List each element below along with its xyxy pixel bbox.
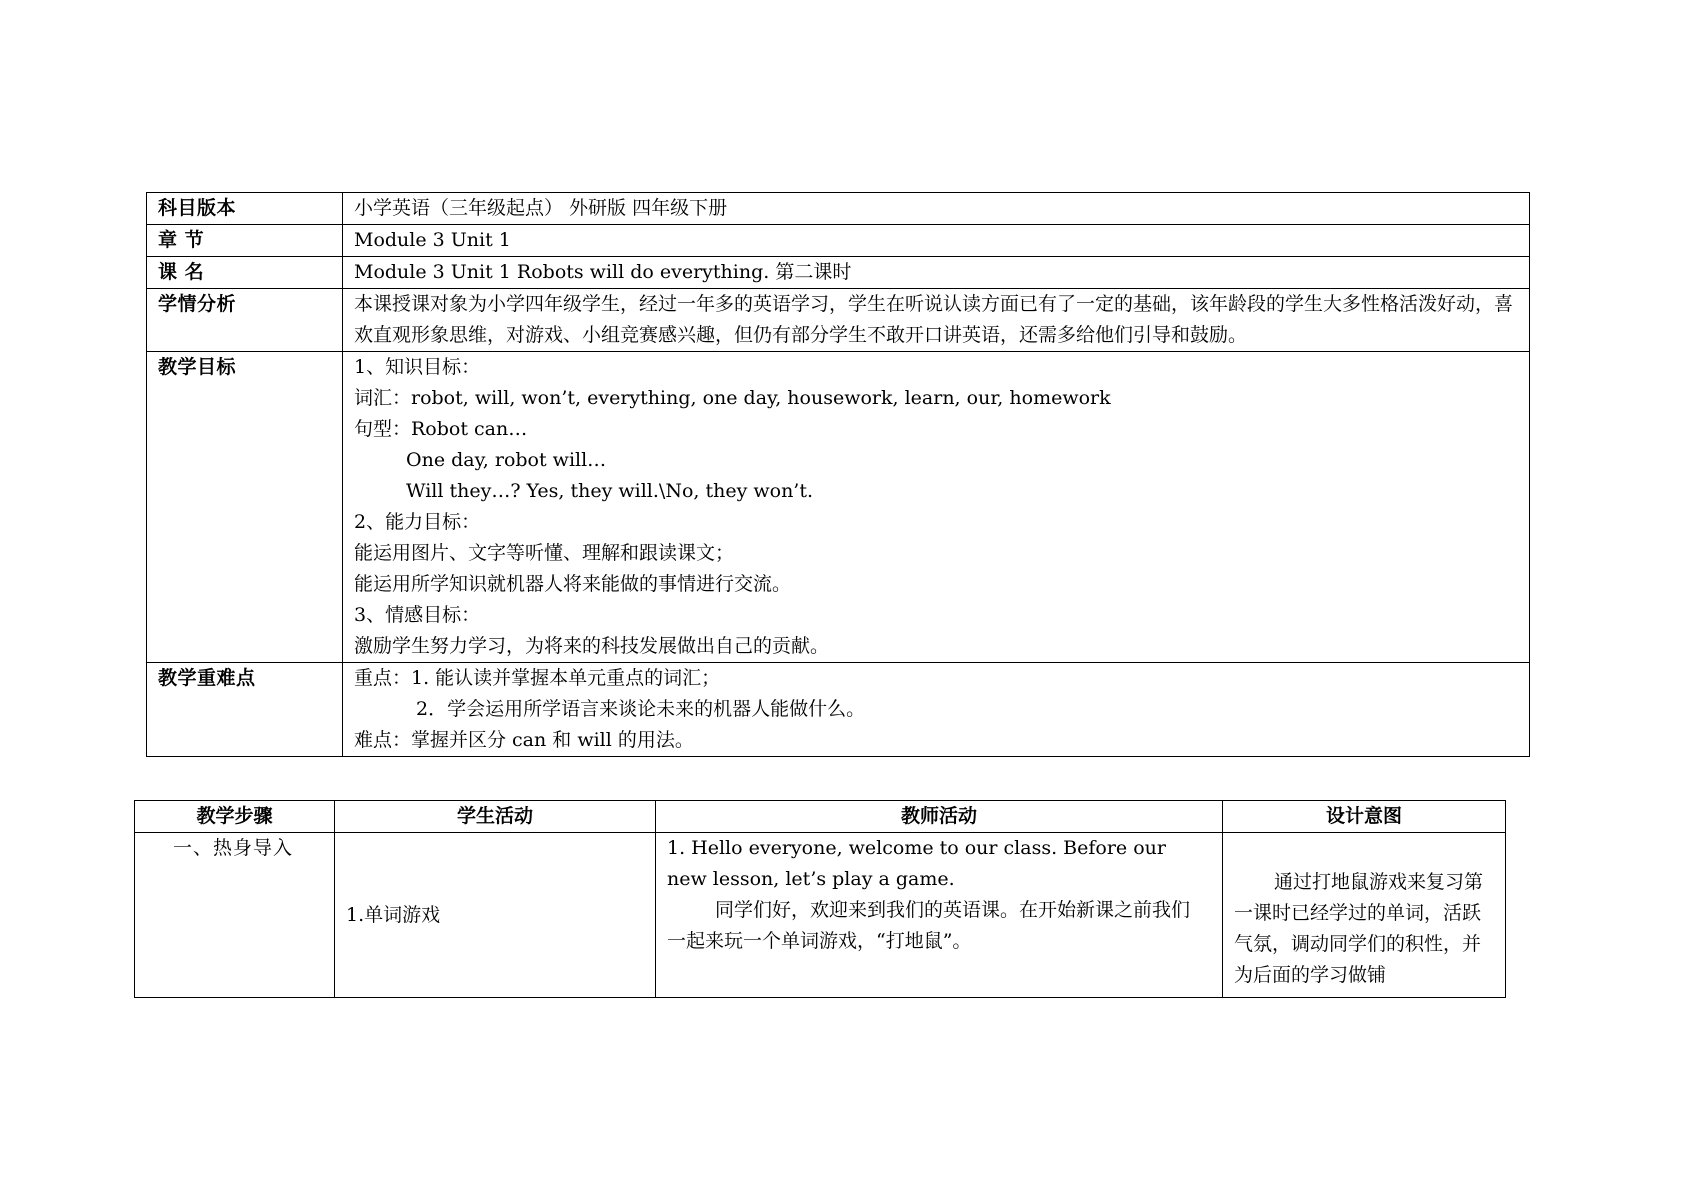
info-label: 课 名 xyxy=(147,257,343,289)
info-line: 能运用所学知识就机器人将来能做的事情进行交流。 xyxy=(354,573,792,595)
teaching-steps-table xyxy=(134,800,1506,998)
info-line: Will they…? Yes, they will.\No, they won’t. xyxy=(406,480,814,502)
design-intent: 通过打地鼠游戏来复习第一课时已经学过的单词，活跃气氛，调动同学们的积性，并为后面的学习做铺 xyxy=(1234,871,1484,986)
info-line: 能运用图片、文字等听懂、理解和跟读课文； xyxy=(354,542,735,564)
header-teaching-step: 教学步骤 xyxy=(135,801,335,833)
info-row-chapter xyxy=(147,225,1530,257)
info-value xyxy=(343,257,1530,289)
teacher-activity-english: 1. Hello everyone, welcome to our class. Before our new lesson, let’s play a game. xyxy=(667,837,1166,890)
student-activity-cell xyxy=(335,833,656,998)
info-line: 重点：1. 能认读并掌握本单元重点的词汇； xyxy=(354,667,721,689)
teacher-activity-chinese: 同学们好，欢迎来到我们的英语课。在开始新课之前我们一起来玩一个单词游戏，“打地鼠”。 xyxy=(667,899,1191,952)
info-line: 1、知识目标： xyxy=(354,356,481,378)
header-teacher-activity: 教师活动 xyxy=(656,801,1223,833)
info-value xyxy=(343,289,1530,352)
info-line: 3、情感目标： xyxy=(354,604,481,626)
info-label: 教学重难点 xyxy=(147,663,343,757)
info-label: 章 节 xyxy=(147,225,343,257)
info-row-subject xyxy=(147,193,1530,225)
info-value xyxy=(343,225,1530,257)
info-label: 科目版本 xyxy=(147,193,343,225)
info-line: 激励学生努力学习，为将来的科技发展做出自己的贡献。 xyxy=(354,635,830,657)
info-line: 2、能力目标： xyxy=(354,511,481,533)
steps-header-row xyxy=(135,801,1506,833)
info-row-teaching-objectives xyxy=(147,352,1530,663)
info-value xyxy=(343,193,1530,225)
lesson-info-table xyxy=(146,192,1530,757)
info-line: 难点：掌握并区分 can 和 will 的用法。 xyxy=(354,729,694,751)
info-row-learner-analysis xyxy=(147,289,1530,352)
info-value xyxy=(343,352,1530,663)
info-line: 小学英语（三年级起点） 外研版 四年级下册 xyxy=(354,197,728,219)
step-name: 一、热身导入 xyxy=(173,837,294,859)
info-row-key-points xyxy=(147,663,1530,757)
info-paragraph: 本课授课对象为小学四年级学生，经过一年多的英语学习，学生在听说认读方面已有了一定的基础，该年龄段的学生大多性格活泼好动，喜欢直观形象思维，对游戏、小组竞赛感兴趣，但仍有部分学生不敢开口讲英语，还需多给他们引导和鼓励。 xyxy=(354,293,1514,346)
info-label: 教学目标 xyxy=(147,352,343,663)
info-line: 词汇：robot, will, won’t, everything, one day, housework, learn, our, homework xyxy=(354,387,1111,409)
student-activity: 1.单词游戏 xyxy=(346,904,441,926)
info-value xyxy=(343,663,1530,757)
info-row-lesson-name xyxy=(147,257,1530,289)
info-label: 学情分析 xyxy=(147,289,343,352)
steps-row xyxy=(135,833,1506,998)
info-line: 句型：Robot can… xyxy=(354,418,528,440)
info-line: Module 3 Unit 1 xyxy=(354,229,511,251)
info-line: Module 3 Unit 1 Robots will do everything. 第二课时 xyxy=(354,261,852,283)
header-student-activity: 学生活动 xyxy=(335,801,656,833)
design-intent-cell xyxy=(1223,833,1506,998)
step-cell xyxy=(135,833,335,998)
teacher-activity-cell xyxy=(656,833,1223,998)
info-line: One day, robot will… xyxy=(406,449,607,471)
header-design-intent: 设计意图 xyxy=(1223,801,1506,833)
info-line: 2．学会运用所学语言来谈论未来的机器人能做什么。 xyxy=(416,698,866,720)
